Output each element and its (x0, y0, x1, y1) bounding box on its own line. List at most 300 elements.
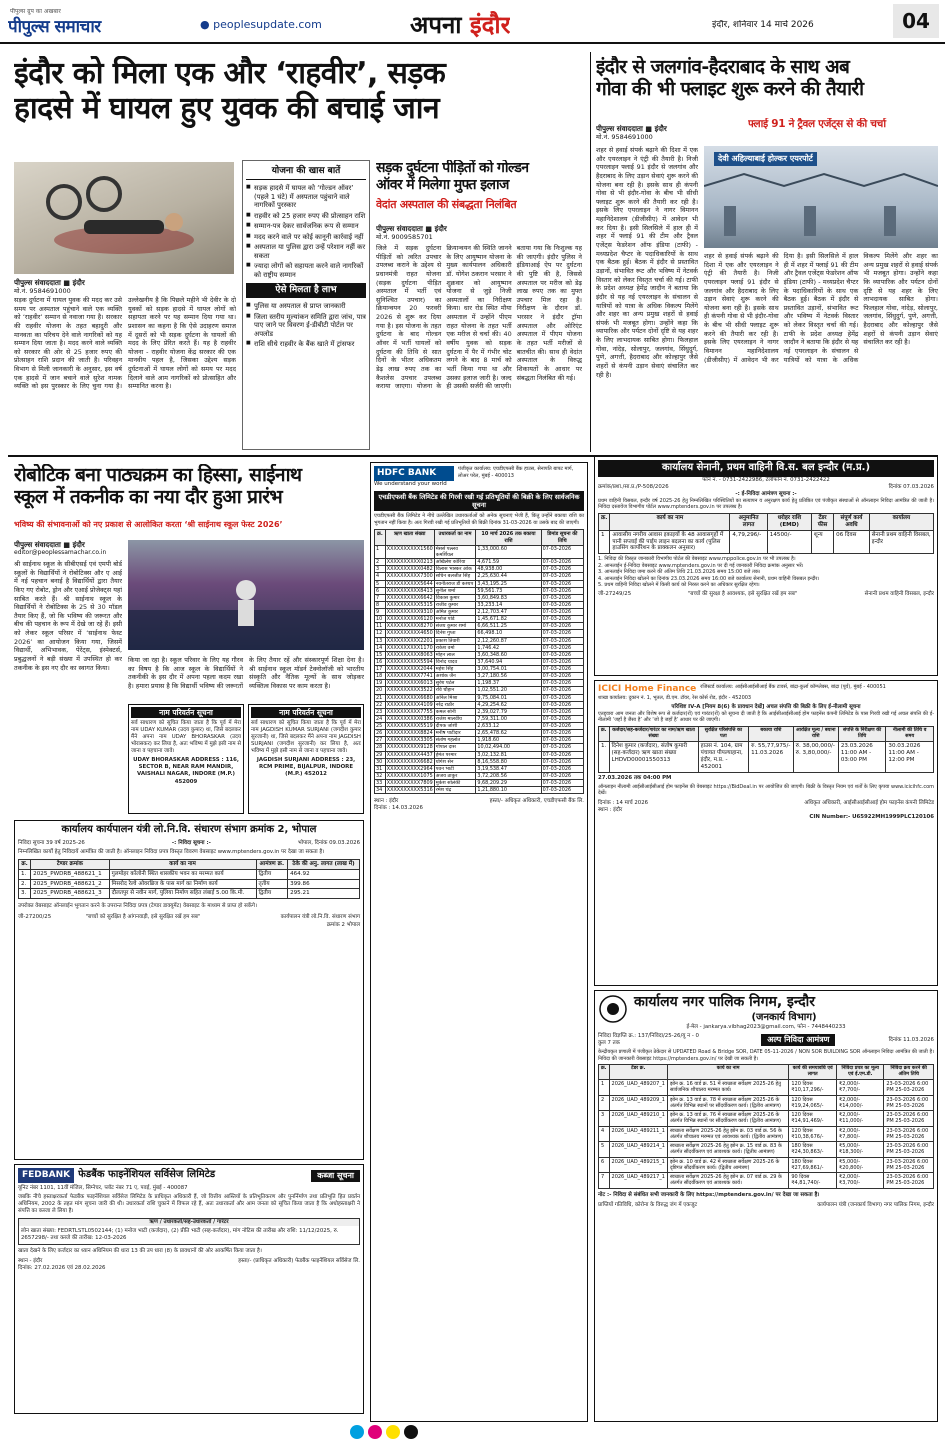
hdfc-cell: 07-03-2026 (541, 765, 583, 772)
hdfc-cell: 10,02,494.00 (476, 744, 541, 751)
hdfc-col-header: डिमांड सूचना की तिथि (541, 530, 583, 546)
fedbank-header (18, 1168, 360, 1183)
school-photo (128, 540, 364, 650)
pwd-table-row (19, 889, 360, 899)
hdfc-cell: 07-03-2026 (541, 630, 583, 637)
hdfc-cell: मुकेश सोलंकी (434, 780, 476, 787)
senani-note: 4. आनलाईन निविदा खोलने का दिनांक 23.03.2026 समय 16:00 बजे कार्यालय सेनानी, प्रथम वाहिनी विसबल इन्दौर। (598, 575, 820, 582)
senani-ref2: जी-27249/25 (598, 590, 632, 597)
pwd-tender-table (18, 859, 360, 900)
hdfc-col-header: ऋण खाता संख्या (385, 530, 434, 546)
icici-col-header: आरक्षित मूल्य / बयाना राशि (793, 726, 838, 741)
municipal-cell: 23-03-2026 6:00 PM 25-03-2026 (884, 1080, 934, 1096)
hdfc-table-row (375, 723, 584, 730)
hdfc-cell: XXXXXXXXXX8413 (386, 587, 433, 594)
hdfc-cell: 28 (375, 744, 386, 751)
hdfc-cell: 59,561.73 (476, 587, 541, 594)
hdfc-table-row (375, 658, 584, 665)
hdfc-cell: XXXXXXXXXX7755 (386, 708, 433, 715)
icici-notice (594, 680, 938, 986)
municipal-table (598, 1064, 934, 1188)
municipal-cell: ₹5,000/- ₹18,300/- (837, 1142, 884, 1158)
hdfc-cell: XXXXXXXXXX3522 (386, 687, 433, 694)
hdfc-cell: मेसर्स पल्लव कमर्शियल (434, 545, 476, 558)
hdfc-cell: 1 (375, 545, 386, 558)
hdfc-table-row (375, 744, 584, 751)
hdfc-table-row (375, 587, 584, 594)
pwd-col-header: कार्य का नाम (109, 859, 256, 869)
hdfc-cell: 37,640.94 (476, 658, 541, 665)
hdfc-cell: 8 (375, 601, 386, 608)
municipal-table-row (599, 1111, 934, 1127)
senani-note: 3. आनलाईन निविदा जमा करने की अंतिम तिथि 21.03.2026 समय 15:00 बजे तक। (598, 569, 761, 576)
icici-reg: रजिस्टर्ड कार्यालय: आईसीआईसीआई बैंक टावर्स, बांद्रा-कुर्ला कॉम्प्लेक्स, बांद्रा (पूर्व), मुंबई - 400051 (700, 684, 886, 690)
hdfc-tagline: We understand your world (374, 481, 447, 488)
hdfc-cell: महेश सिंह (434, 666, 476, 673)
hdfc-table-row (375, 630, 584, 637)
website-link[interactable] (200, 18, 322, 32)
hdfc-cell: रवि चौहान (434, 687, 476, 694)
hdfc-cell: 48,938.00 (476, 566, 541, 573)
hdfc-cell: गोपाल दास (434, 744, 476, 751)
senani-phone: फोन न. - 0731-2422986, टेलीफोन न. 0731-2422422 (702, 476, 830, 483)
name-change-notice-1 (128, 704, 244, 814)
municipal-cell: 90 दिवस ₹4,81,740/- (789, 1173, 837, 1189)
hdfc-cell: 3,72,208.56 (476, 772, 541, 779)
municipal-meta (598, 1033, 934, 1047)
hdfc-cell: XXXXXXXXXX2964 (386, 765, 433, 772)
icici-cin: CIN Number:- U65922MH1999PLC120106 (809, 813, 934, 820)
senani-title: कार्यालय सेनानी, प्रथम वाहिनी वि.स. बल इन्दौर (म.प्र.) (598, 460, 934, 477)
municipal-cell: 2026_UAD_489209_1 (609, 1095, 667, 1111)
fedbank-body: जबकि नीचे हस्ताक्षरकर्ता फेडबैंक फाइनेंशियल सर्विसेज लिमिटेड के प्राधिकृत अधिकारी हैं, जो वित्तीय आस्तियों के प्रतिभूतिकरण और पुनर्निर्माण तथा प्रतिभूति हित प्रवर्तन अधिनियम, 2002 के तहत मांग सूचना जारी की थी। उधारकर्ता राशि चुकाने में विफल रहे हैं, अतः उधारकर्ता और आम जनता को सूचित किया जाता है कि अधोहस्ताक्षरी ने संपत्ति का कब्जा ले लिया है। (18, 1194, 360, 1215)
hdfc-cell: 07-03-2026 (541, 587, 583, 594)
column-divider (590, 52, 591, 452)
municipal-cell: ₹2,000/- ₹11,000/- (837, 1111, 884, 1127)
hdfc-intro: एचडीएफसी बैंक लिमिटेड ने नीचे उल्लेखित उधारकर्ताओं को अनेक सूचनाएं भेजी हैं, किंतु उन्होंने बकाया राशि का भुगतान नहीं किया है। अतः गिरवी रखी गई प्रतिभूतियों की बिक्री दिनांक 31-03-2026 या उसके बाद की जाएगी। (374, 513, 584, 526)
section-title (410, 10, 510, 40)
hdfc-table (374, 529, 584, 794)
senani-cell: शून्य (811, 530, 833, 554)
hdfc-table-row (375, 737, 584, 744)
hdfc-cell: सचिन बलजीत सिंह (434, 573, 476, 580)
scheme-box (242, 160, 370, 450)
hdfc-cell: XXXXXXXXXX3305 (386, 737, 433, 744)
senani-row (599, 530, 934, 554)
icici-cell: रु. 55,77,975/- 11.03.2026 (749, 741, 794, 772)
hdfc-cell: 25 (375, 723, 386, 730)
airport-roof-icon (704, 146, 938, 248)
hdfc-cell: 7 (375, 594, 386, 601)
hdfc-cell: XXXXXXXXXX4109 (386, 701, 433, 708)
hdfc-cell: XXXXXXXXXX1075 (386, 772, 433, 779)
municipal-cell: 120 दिवस ₹19,24,065/- (789, 1095, 837, 1111)
fedbank-date: दिनांक: 27.02.2026 एवं 28.02.2026 (18, 1265, 106, 1272)
pwd-sign-row (18, 914, 360, 928)
hdfc-cell: 3,00,754.01 (476, 666, 541, 673)
page-number: 04 (893, 4, 939, 38)
accident-illustration-art (14, 162, 234, 274)
municipal-cell: स्वच्छता सर्वेक्षण 2025-26 हेतु झोन क्र. 03 वार्ड क्र. 56 के अंतर्गत शौचालय मरम्मत एवं आवश्यक कार्य। (द्वितीय आमंत्रण) (667, 1126, 788, 1142)
hdfc-cell: XXXXXXXXXX7300 (386, 573, 433, 580)
golden-headline (376, 160, 582, 196)
robotics-byline: पीपुल्स संवाददाता ■ इंदौर (14, 540, 85, 549)
pwd-col-header: ठेके की अनु. लागत (लाख में) (288, 859, 360, 869)
municipal-table-row (599, 1142, 934, 1158)
hdfc-cell: नवनीतराज डी कश्यप (434, 580, 476, 587)
globe-icon: ● (200, 18, 214, 31)
pwd-ref: जी-27200/25 (18, 914, 52, 921)
hdfc-cell: 4,671.59 (476, 559, 541, 566)
municipal-cell: ₹2,000/- ₹3,700/- (837, 1173, 884, 1189)
senani-slogan: "बच्चों की सुरक्षा है आवश्यक, इसे सुरक्षित रखें हम सब" (687, 590, 798, 597)
municipal-cell: ₹2,000/- ₹14,000/- (837, 1095, 884, 1111)
hdfc-place: स्थान : इंदौर (374, 798, 399, 805)
senani-col-header: कार्यालय (869, 513, 933, 530)
name-change-title: नाम परिवर्तन सूचना (131, 707, 241, 718)
dateline: इंदौर, शनिवार 14 मार्च 2026 (712, 20, 814, 30)
hdfc-cell: 9,68,209.29 (476, 780, 541, 787)
logo-tagline: पीपुल्स ग्रुप का अखबार (10, 8, 61, 15)
hdfc-cell: XXXXXXXXXX5316 (386, 787, 433, 794)
hdfc-cell: 34 (375, 787, 386, 794)
hdfc-cell: 07-03-2026 (541, 573, 583, 580)
hdfc-cell: 1,45,671.82 (476, 616, 541, 623)
hdfc-cell: 14 (375, 644, 386, 651)
flight-headline-line1: इंदौर से जलगांव-हैदराबाद के साथ अब (596, 56, 850, 78)
hdfc-cell: 07-03-2026 (541, 658, 583, 665)
name-change-address: JAGDISH SURJANI ADDRESS : 23, RCM PRIME, BIJALPUR, INDORE (M.P.) 452012 (256, 757, 356, 778)
municipal-cell: 2026_UAD_489207_1 (609, 1080, 667, 1096)
hdfc-cell: XXXXXXXXXX0386 (386, 715, 433, 722)
municipal-cell: 23-03-2026 6:00 PM 25-03-2026 (884, 1126, 934, 1142)
icici-col-header: सुरक्षित परिसंपत्ति का पता (698, 726, 748, 741)
hdfc-cell: 07-03-2026 (541, 566, 583, 573)
pwd-table-header (19, 859, 360, 869)
hdfc-cell: 07-03-2026 (541, 780, 583, 787)
municipal-cell: 6 (599, 1157, 610, 1173)
hdfc-cell: राकेश वर्मा (434, 644, 476, 651)
hdfc-table-row (375, 787, 584, 794)
golden-mobile: मो.नं. 9009585701 (376, 233, 433, 241)
icici-cell: 30.03.2026 11:00 AM - 12:00 PM (886, 741, 934, 772)
municipal-cell: ₹5,000/- ₹20,800/- (837, 1157, 884, 1173)
municipal-cell: 2 (599, 1095, 610, 1111)
municipal-sign: कार्यपालन यंत्री (जनकार्य विभाग) नगर पालिक निगम, इन्दौर (817, 1201, 934, 1208)
hdfc-cell: XXXXXXXXXX6680 (386, 694, 433, 701)
municipal-col-header: कार्य का नाम (667, 1065, 788, 1080)
municipal-table-row (599, 1126, 934, 1142)
name-change-text: सर्व साधारण को सूचित किया जाता है कि पूर्व में मेरा नाम UDAY KUMAR (उदय कुमार) था, जिसे बदलकर मैंने अपना नाम UDAY BHORASKAR (उदय भोरासकर) कर लिया है, अतः भविष्य में मुझे इसी नाम से जाना व पहचाना जावे। (131, 720, 241, 755)
hdfc-col-header: क्र. (375, 530, 386, 546)
municipal-cell: झोन क्र. 16 वार्ड क्र. 51 में स्वच्छता सर्वेक्षण 2025-26 हेतु सार्वजनिक शौचालय मरम्मत कार्य। (667, 1080, 788, 1096)
hdfc-table-row (375, 772, 584, 779)
hdfc-cell: 1,746.42 (476, 644, 541, 651)
name-change-title: नाम परिवर्तन सूचना (251, 707, 361, 718)
fedbank-address: यूनिट नंबर 1101, 11वीं मंजिल, सिग्नेचर, प्लॉट नंबर 71 ए, पवई, मुंबई - 400087 (18, 1185, 188, 1192)
hdfc-cell: 3,43,195.25 (476, 580, 541, 587)
municipal-cell: 4 (599, 1126, 610, 1142)
hdfc-table-row (375, 609, 584, 616)
hdfc-col-header: 10 मार्च 2026 तक बकाया राशि (476, 530, 541, 546)
name-change-text: सर्व साधारण को सूचित किया जाता है कि पूर्व में मेरा नाम JAGDISH KUMAR SURJANI (जगदीश कुमार सुरजानी) था, जिसे बदलकर मैंने अपना नाम JAGDISH SURJANI (जगदीश सुरजानी) कर लिया है, अतः भविष्य में मुझे इसी नाम से जाना व पहचाना जावे। (251, 720, 361, 755)
senani-cell: 4,79,296/- (730, 530, 767, 554)
scheme-point: ■ राहवीर को 25 हजार रुपए की प्रोत्साहन राशि (246, 212, 366, 220)
hdfc-cell: 24 (375, 715, 386, 722)
municipal-table-header (599, 1065, 934, 1080)
hdfc-table-row (375, 687, 584, 694)
municipal-cell: 7 (599, 1173, 610, 1189)
hdfc-cell: मनोज पांडे (434, 616, 476, 623)
pwd-intro: निम्नलिखित कार्यों हेतु निविदायें आमंत्रित की जाती है। ऑनलाइन निविदा प्रपत्र विस्तृत विवरण वेबसाइट www.mptenders.gov.in पर देखा जा सकता है। (18, 848, 325, 855)
hdfc-cell: 1,33,000.60 (476, 545, 541, 558)
hdfc-table-row (375, 566, 584, 573)
scheme-box-title: योजना की खास बातें (246, 164, 366, 180)
robotics-subhead: भविष्य की संभावनाओं को नए प्रकाश से आलोकित करता ‘श्री साईनाथ स्कूल फेस्ट 2026’ (14, 520, 283, 529)
fedbank-place: स्थान - इंदौर (18, 1258, 43, 1265)
hdfc-brand: HDFC BANK (374, 466, 454, 481)
pwd-table-row (19, 869, 360, 879)
hdfc-logo (374, 466, 454, 488)
hdfc-cell: 3,60,348.60 (476, 651, 541, 658)
municipal-title: कार्यालय नगर पालिक निगम, इन्दौर (634, 994, 816, 1010)
hdfc-cell: सुनील शर्मा (434, 587, 476, 594)
hdfc-cell: 10 (375, 616, 386, 623)
fedbank-loan-text: लोन खाता संख्या: FEDRTLSTL0502144; (1) मनोज भाटी (कर्जदार), (2) प्रीति भाटी (सह-कर्जदार), मांग नोटिस की तारीख और राशि: 11/12/2025, रु. 2657298/- तथा कब्जे की तारीख: 12-03-2026 (21, 1228, 339, 1242)
hdfc-cell: XXXXXXXXXX5519 (386, 723, 433, 729)
hdfc-cell: 29 (375, 751, 386, 758)
senani-note: 1. निविदा की विस्तृत जानकारी विभागीय पोर्टल की वेबसाइट www.mppolice.gov.in पर भी उपलब्ध है। (598, 556, 796, 563)
municipal-cell: 180 दिवस ₹27,69,861/- (789, 1157, 837, 1173)
hdfc-table-row (375, 573, 584, 580)
hdfc-table-row (375, 715, 584, 722)
municipal-cell: 23-03-2026 6:00 PM 25-03-2026 (884, 1095, 934, 1111)
hdfc-cell: 11 (375, 623, 386, 630)
senani-sign-row (598, 591, 934, 598)
pwd-cell: 2025_PWDRB_488621_3 (31, 889, 109, 899)
hdfc-table-row (375, 694, 584, 701)
municipal-email: ई-मेल - jankarya.vibhag2023@gmail.com, फोन - 7448440233 (686, 1024, 846, 1030)
hdfc-cell: योगेश सेन (434, 758, 476, 765)
hdfc-cell: 19 (375, 680, 386, 687)
municipal-cell: स्वच्छता सर्वेक्षण 2025-26 हेतु झोन क्र. 07 वार्ड क्र. 29 के अंतर्गत सौंदर्यीकरण एवं आवश्यक कार्य। (667, 1173, 788, 1189)
hdfc-cell: 66,498.10 (476, 630, 541, 637)
icici-cell: 23.03.2026 11:00 AM - 03:00 PM (838, 741, 886, 772)
hdfc-table-row (375, 730, 584, 737)
hdfc-col-header: उधारकर्ता का नाम (434, 530, 476, 546)
icici-table (598, 726, 934, 773)
hdfc-table-row (375, 601, 584, 608)
icici-row (599, 741, 934, 772)
hdfc-address: पंजीकृत कार्यालय: एचडीएफसी बैंक हाउस, सेनापति बापट मार्ग, लोअर परेल, मुंबई - 400013 (458, 466, 574, 479)
pwd-cell: मिसरोद रेल्वे ओवरब्रिज के पास मार्ग का निर्माण कार्य (109, 879, 256, 889)
hdfc-cell: अमित कुमार (434, 609, 476, 616)
senani-note: 5. प्रथम वाहिनी निविदा खोलने में किसी कार्य को निरस्त करने का अधिकार सुरक्षित रहेगा। (598, 582, 760, 589)
municipal-table-row (599, 1173, 934, 1189)
hdfc-cell: 07-03-2026 (541, 637, 583, 644)
senani-sign: सेनानी प्रथम वाहिनी विसबल, इन्दौर (864, 590, 934, 597)
pwd-date: भोपाल, दिनांक 09.03.2026 (297, 839, 360, 846)
hdfc-cell: XXXXXXXXXX9128 (386, 744, 433, 751)
hdfc-cell: 07-03-2026 (541, 559, 583, 566)
hdfc-table-row (375, 701, 584, 708)
hdfc-cell: 07-03-2026 (541, 708, 583, 715)
icici-sign-row (598, 800, 934, 814)
hdfc-sign-row (374, 798, 584, 812)
hdfc-cell: 07-03-2026 (541, 666, 583, 673)
municipal-ref: निविदा विज्ञप्ति क्र.: 137/निविदा/25-26/यू न - 0 कुल 7 तक (598, 1033, 699, 1047)
hdfc-cell: XXXXXXXXXX7809 (386, 780, 433, 786)
lead-headline (14, 56, 574, 156)
municipal-cell: झोन क्र. 13 वार्ड क्र. 76 में स्वच्छता सर्वेक्षण 2025-26 के अंतर्गत विभिन्न स्थानों पर सौंदर्यीकरण कार्य। (द्वितीय आमंत्रण) (667, 1111, 788, 1127)
hdfc-cell: 5 (375, 580, 386, 587)
hdfc-cell: 2,633.12 (476, 723, 541, 730)
hdfc-cell: 9,75,084.01 (476, 694, 541, 701)
hdfc-cell: XXXXXXXXXX8270 (386, 623, 433, 630)
flight-body-col1: शहर से हवाई संपर्क बढ़ाने की दिशा में एक और एयरलाइन ने एंट्री की तैयारी है। निजी एयरलाइन फ्लाई 91 इंदौर से जलगांव और हैदराबाद के लिए उड़ान सेवाएं शुरू करने की योजना बना रही है। इसके साथ ही कंपनी गोवा से भी इंदौर-गोवा के बीच भी सीधी फ्लाइट शुरू करने की तैयारी कर रही है। इसके लिए एयरलाइन ने नागर विमानन महानिदेशालय (डीजीसीए) में आवेदन भी कर दिया है। इसी सिलसिले में हाल ही में शहर में फ्लाई 91 की टीम और ट्रैवल एजेंट्स फेडरेशन ऑफ इंडिया (टाफी) - मध्यप्रदेश चैप्टर के पदाधिकारियों के साथ एक बैठक हुई। बैठक में इंदौर से प्रस्तावित उड़ानों, संभावित रूट और भविष्य में नेटवर्क विस्तार को लेकर विस्तृत चर्चा की गई। टाफी के प्रदेश अध्यक्ष हेमेंद्र जादौन ने बताया कि इंदौर से यह नई एयरलाइन के संचालन से यात्रियों को यात्रा के अधिक विकल्प मिलेंगे और शहर का अन्य प्रमुख शहरों से हवाई संपर्क भी मजबूत होगा। उन्होंने कहा कि व्यापारिक और पर्यटन दोनों दृष्टि से यह शहर के लिए लाभदायक साबित होगा। फिलहाल गोवा, नांदेड़, सोलापुर, जलगांव, सिंधुदुर्ग, पुणे, अगत्ती, हैदराबाद और कोल्हापुर जैसे शहरों से कंपनी उड़ान सेवाएं संचालित कर रही है। (596, 146, 698, 379)
robotics-headline (14, 464, 364, 516)
hdfc-title: एचडीएफसी बैंक लिमिटेड की गिरवी रखी गई प्रतिभूतियों की बिक्री के लिए सार्वजनिक सूचना (374, 491, 584, 511)
hdfc-table-row (375, 594, 584, 601)
hdfc-cell: 22 (375, 701, 386, 708)
registration-mark-black (404, 1425, 418, 1439)
icici-intro: एतद्द्वारा आम जनता और विशेष रूप से कर्जदार(रों) एवं गारंटर(रों) को सूचना दी जाती है कि आईसीआईसीआई होम फाइनेंस कंपनी लिमिटेड के पास गिरवी रखी गई अचल संपत्ति की ई-नीलामी ‘जहाँ है जैसा है’ और ‘जो है जहाँ है’ आधार पर की जाएगी। (598, 710, 934, 724)
senani-col-header: टेंडर फीस (811, 513, 833, 530)
hdfc-cell: 33 (375, 780, 386, 787)
hdfc-cell: 07-03-2026 (541, 609, 583, 616)
flight-byline: पीपुल्स संवाददाता ■ इंदौर (596, 124, 667, 133)
fedbank-footer: खाता देखने के लिए कर्जदार का ध्यान अधिनियम की धारा 13 की उप धारा (8) के प्रावधानों की ओर आकर्षित किया जाता है। (18, 1248, 262, 1255)
hdfc-cell: XXXXXXXXXX4437 (386, 751, 433, 758)
hdfc-cell: नरेंद्र राठौर (434, 701, 476, 708)
process-points (246, 302, 366, 348)
hdfc-cell: 30 (375, 758, 386, 765)
hdfc-cell: 3,02,132.81 (476, 751, 541, 758)
senani-intro: प्रथम वाहिनी विसबल, इन्दौर वर्ष 2025-26 हेतु निम्नलिखित परिस्थितियों का सत्यापन व अनुरक्षण कार्य हेतु प्रतिष्ठित एवं पंजीकृत संस्थाओं से ऑनलाइन निविदा आमंत्रित की जाती है। निविदा दस्तावेज विभागीय पोर्टल www.mptenders.gov.in पर उपलब्ध है। (598, 497, 934, 511)
pwd-col-header: क्र. (19, 859, 31, 869)
hdfc-cell: XXXXXXXXXX6120 (386, 616, 433, 623)
hdfc-cell: XXXXXXXXXX1170 (386, 644, 433, 651)
hdfc-cell: 6,66,511.25 (476, 623, 541, 630)
hdfc-cell: पवन भाटी (434, 765, 476, 772)
hdfc-cell: XXXXXXXXXX1560 (385, 545, 434, 558)
senani-col-header: संपूर्ण कार्य अवधि (834, 513, 870, 530)
icici-date: दिनांक : 14 मार्च 2026 (598, 799, 649, 806)
hdfc-cell: 15 (375, 651, 386, 658)
hdfc-cell: 07-03-2026 (541, 701, 583, 708)
senani-col-header: कार्य का नाम (610, 513, 730, 530)
senani-cell: आवासीय नगरीय आवास इकाइयों के 48 आवासगृहों में पानी सप्लाई की पाईप लाइन बदलना का कार्य (पुलिस हाउसिंग कार्पोरेशन के प्राक्कलन अनुसार) (610, 530, 730, 554)
pwd-cell: 399.86 (288, 879, 360, 889)
hdfc-table-body (375, 545, 584, 793)
golden-body: जिले में सड़क दुर्घटना पीड़ितों को त्वरित उपचार उपलब्ध कराने के उद्देश्य से प्रधानमंत्री राहत योजना (सड़क दुर्घटना पीड़ित अस्पताल में भर्ती एवं सुनिश्चित उपचार) का क्रियान्वयन 20 फरवरी 2026 से शुरू कर दिया गया है। इस योजना के तहत दुर्घटना के बाद गोल्डन ऑवर में भर्ती घायलों को दुर्घटना की तिथि से सात दिनों के भीतर अधिकतम डेढ़ लाख रुपए तक का कैशलेस उपचार उपलब्ध कराया जाएगा। योजना के क्रियान्वयन की स्थिति जानने के लिए आयुष्मान योजना के मुख्य कार्यपालन अधिकारी डॉ. योगेश ठकरान भरसार ने शुक्रवार को आयुष्मान योजना से जुड़े निजी अस्पतालों का निरीक्षण किया। धार रोड स्थित मौया अस्पताल में उन्होंने पीएम राहत योजना के तहत भर्ती एक मरीज से चर्चा की। 40 वर्षीय युवक को सड़क दुर्घटना में पैर में गंभीर चोट लगने के बाद 8 मार्च को भर्ती किया गया था और उसका इलाज जारी है। जल्द ही उसकी सर्जरी की जाएगी। बताया गया कि निःशुल्क यह की जाएगी। इंदौर पुलिस ने इंडियाआई ऐप पर दुर्घटना की पुष्टि की है, जिससे अस्पताल पर मरीज को डेढ़ लाख रुपए तक का मुफ्त उपचार मिल रहा है। निरीक्षण के दौरान डॉ. भरसार ने इंदौर ट्रॉमा अस्पताल और ओरिएंट अस्पताल में पीएम योजना के तहत भर्ती मरीजों से बातचीत की। साथ ही वेदांत अस्पताल के विरुद्ध शिकायतों के आधार पर संबद्धता निलंबित की गई। (376, 244, 582, 391)
flight-headline-line2: गोवा की भी फ्लाइट शुरू करने की तैयारी (596, 78, 864, 101)
hdfc-cell: सुरेश पटेल (434, 680, 476, 687)
municipal-titles (634, 994, 934, 1024)
pwd-col-header: आमंत्रण क्र. (256, 859, 288, 869)
icici-col-header: संपत्ति के निरीक्षण की तिथि (838, 726, 886, 741)
hdfc-table-row (375, 751, 584, 758)
hdfc-cell: 1,198.37 (476, 680, 541, 687)
process-point: ■ जिला स्तरीय मूल्यांकन समिति द्वारा जांच, पात्र पाए जाने पर विवरण ई-डीबीटी पोर्टल पर अपलोड (246, 313, 366, 338)
hdfc-cell: XXXXXXXXXX5594 (386, 658, 433, 665)
senani-cell: सेनानी प्रथम वाहिनी विसबल, इन्दौर (869, 530, 933, 554)
municipal-subtitle: (जनकार्य विभाग) (751, 1011, 817, 1023)
municipal-col-header: क्र. (599, 1065, 610, 1080)
hdfc-cell: कमल सोनी (434, 708, 476, 715)
hdfc-table-row (375, 758, 584, 765)
robotics-headline-line2: स्कूल में तकनीक का नया दौर हुआ प्रारंभ (14, 486, 283, 509)
hdfc-cell: XXXXXXXXXX6682 (386, 758, 433, 765)
fedbank-sign-row (18, 1258, 360, 1272)
hdfc-cell: 27 (375, 737, 386, 744)
hdfc-cell: अशोक जैन (434, 673, 476, 680)
fedbank-title: फेडबैंक फाइनेंशियल सर्विसेज लिमिटेड (78, 1169, 216, 1181)
hdfc-cell: 1,918.60 (476, 737, 541, 744)
fedbank-sign: हस्ता/- (प्राधिकृत अधिकारी) फेडबैंक फाइनेंशियल सर्विसेज लि. (238, 1258, 360, 1265)
municipal-cell: 23-03-2026 6:00 PM 25-03-2026 (884, 1157, 934, 1173)
municipal-cell: 120 दिवस ₹10,17,296/- (789, 1080, 837, 1096)
senani-ref: क्रमांक/प्रशा./सा.प्र./P-508/2026 (598, 483, 669, 490)
senani-notice (594, 456, 938, 676)
municipal-cell: 180 दिवस ₹24,30,863/- (789, 1142, 837, 1158)
pwd-cell: 2025_PWDRB_488621_1 (31, 869, 109, 879)
hdfc-cell: XXXXXXXXXX2201 (386, 637, 433, 644)
municipal-cell: 1 (599, 1080, 610, 1096)
process-point: ■ पुलिस या अस्पताल से प्राप्त जानकारी (246, 302, 366, 310)
name-change-address: UDAY BHORASKAR ADDRESS : 116, SECTOR B, NEAR RAM MANDIR, VAISHALI NAGAR, INDORE (M.P.) 452009 (133, 757, 239, 785)
pwd-meta-row (18, 840, 360, 847)
hdfc-cell: 07-03-2026 (541, 715, 583, 722)
hdfc-cell: 07-03-2026 (541, 723, 583, 730)
municipal-cell: झोन क्र. 13 वार्ड क्र. 78 में स्वच्छता सर्वेक्षण 2025-26 के अंतर्गत विभिन्न स्थानों पर सौंदर्यीकरण कार्य। (द्वितीय आमंत्रण) (667, 1095, 788, 1111)
municipal-cell: 2026_UAD_489217_1 (609, 1173, 667, 1189)
hdfc-table-row (375, 780, 584, 787)
section-city: इंदौर (469, 11, 511, 39)
lead-byline: पीपुल्स संवाददाता ■ इंदौर (14, 278, 85, 287)
senani-col-header: धरोहर राशि (EMD) (767, 513, 811, 530)
hdfc-cell: मनीष पाटीदार (434, 730, 476, 737)
hdfc-cell: संजय कुमार शर्मा (434, 623, 476, 630)
hdfc-cell: विकास कुमार (434, 594, 476, 601)
municipal-cell: स्वच्छता सर्वेक्षण 2025-26 हेतु झोन क्र. 15 वार्ड क्र. 83 के अंतर्गत सौंदर्यीकरण एवं आवश्यक कार्य। (द्वितीय आमंत्रण) (667, 1142, 788, 1158)
hdfc-cell: 16 (375, 658, 386, 665)
hdfc-cell: 21 (375, 694, 386, 701)
hdfc-notice (370, 462, 588, 1422)
pwd-kind: -: निविदा सूचना :- (171, 839, 211, 846)
icici-last-date: 27.03.2026 तक 04:00 PM (598, 774, 672, 781)
hdfc-cell: 4,29,254.62 (476, 701, 541, 708)
hdfc-cell: विनोद यादव (434, 658, 476, 665)
hdfc-cell: 32 (375, 772, 386, 779)
municipal-cell: 5 (599, 1142, 610, 1158)
hdfc-cell: अजय ठाकुर (434, 772, 476, 779)
pwd-sign: कार्यपालन यंत्री लो.नि.वि. संधारण संभाग क्रमांक 2 भोपाल (280, 914, 360, 928)
hdfc-cell: 4 (375, 573, 386, 580)
hdfc-cell: 31 (375, 765, 386, 772)
paper-name: पीपुल्स समाचार (8, 17, 101, 37)
pwd-cell: 1. (19, 869, 31, 879)
icici-cell: दिनेश कुमार (कर्जदार), संतोष कुमारी (सह-कर्जदार) ऋण खाता संख्या LHDVD00001550313 (609, 741, 698, 772)
hdfc-cell: 3,19,538.47 (476, 765, 541, 772)
hdfc-cell: अखिलेश कोरिया (434, 559, 476, 566)
municipal-emblem-icon (598, 994, 628, 1024)
hdfc-header (374, 466, 584, 488)
hdfc-cell: मोहन लाल (434, 651, 476, 658)
hdfc-table-header (375, 530, 584, 546)
robotics-email: editor@peoplessamachar.co.in (14, 549, 107, 556)
senani-note: 2. आनलाईन ई-निविदा वेबसाइट www.mptenders.gov.in पर दी गई जानकारी निविदा क्रमांक अनुसार भरें। (598, 562, 804, 569)
